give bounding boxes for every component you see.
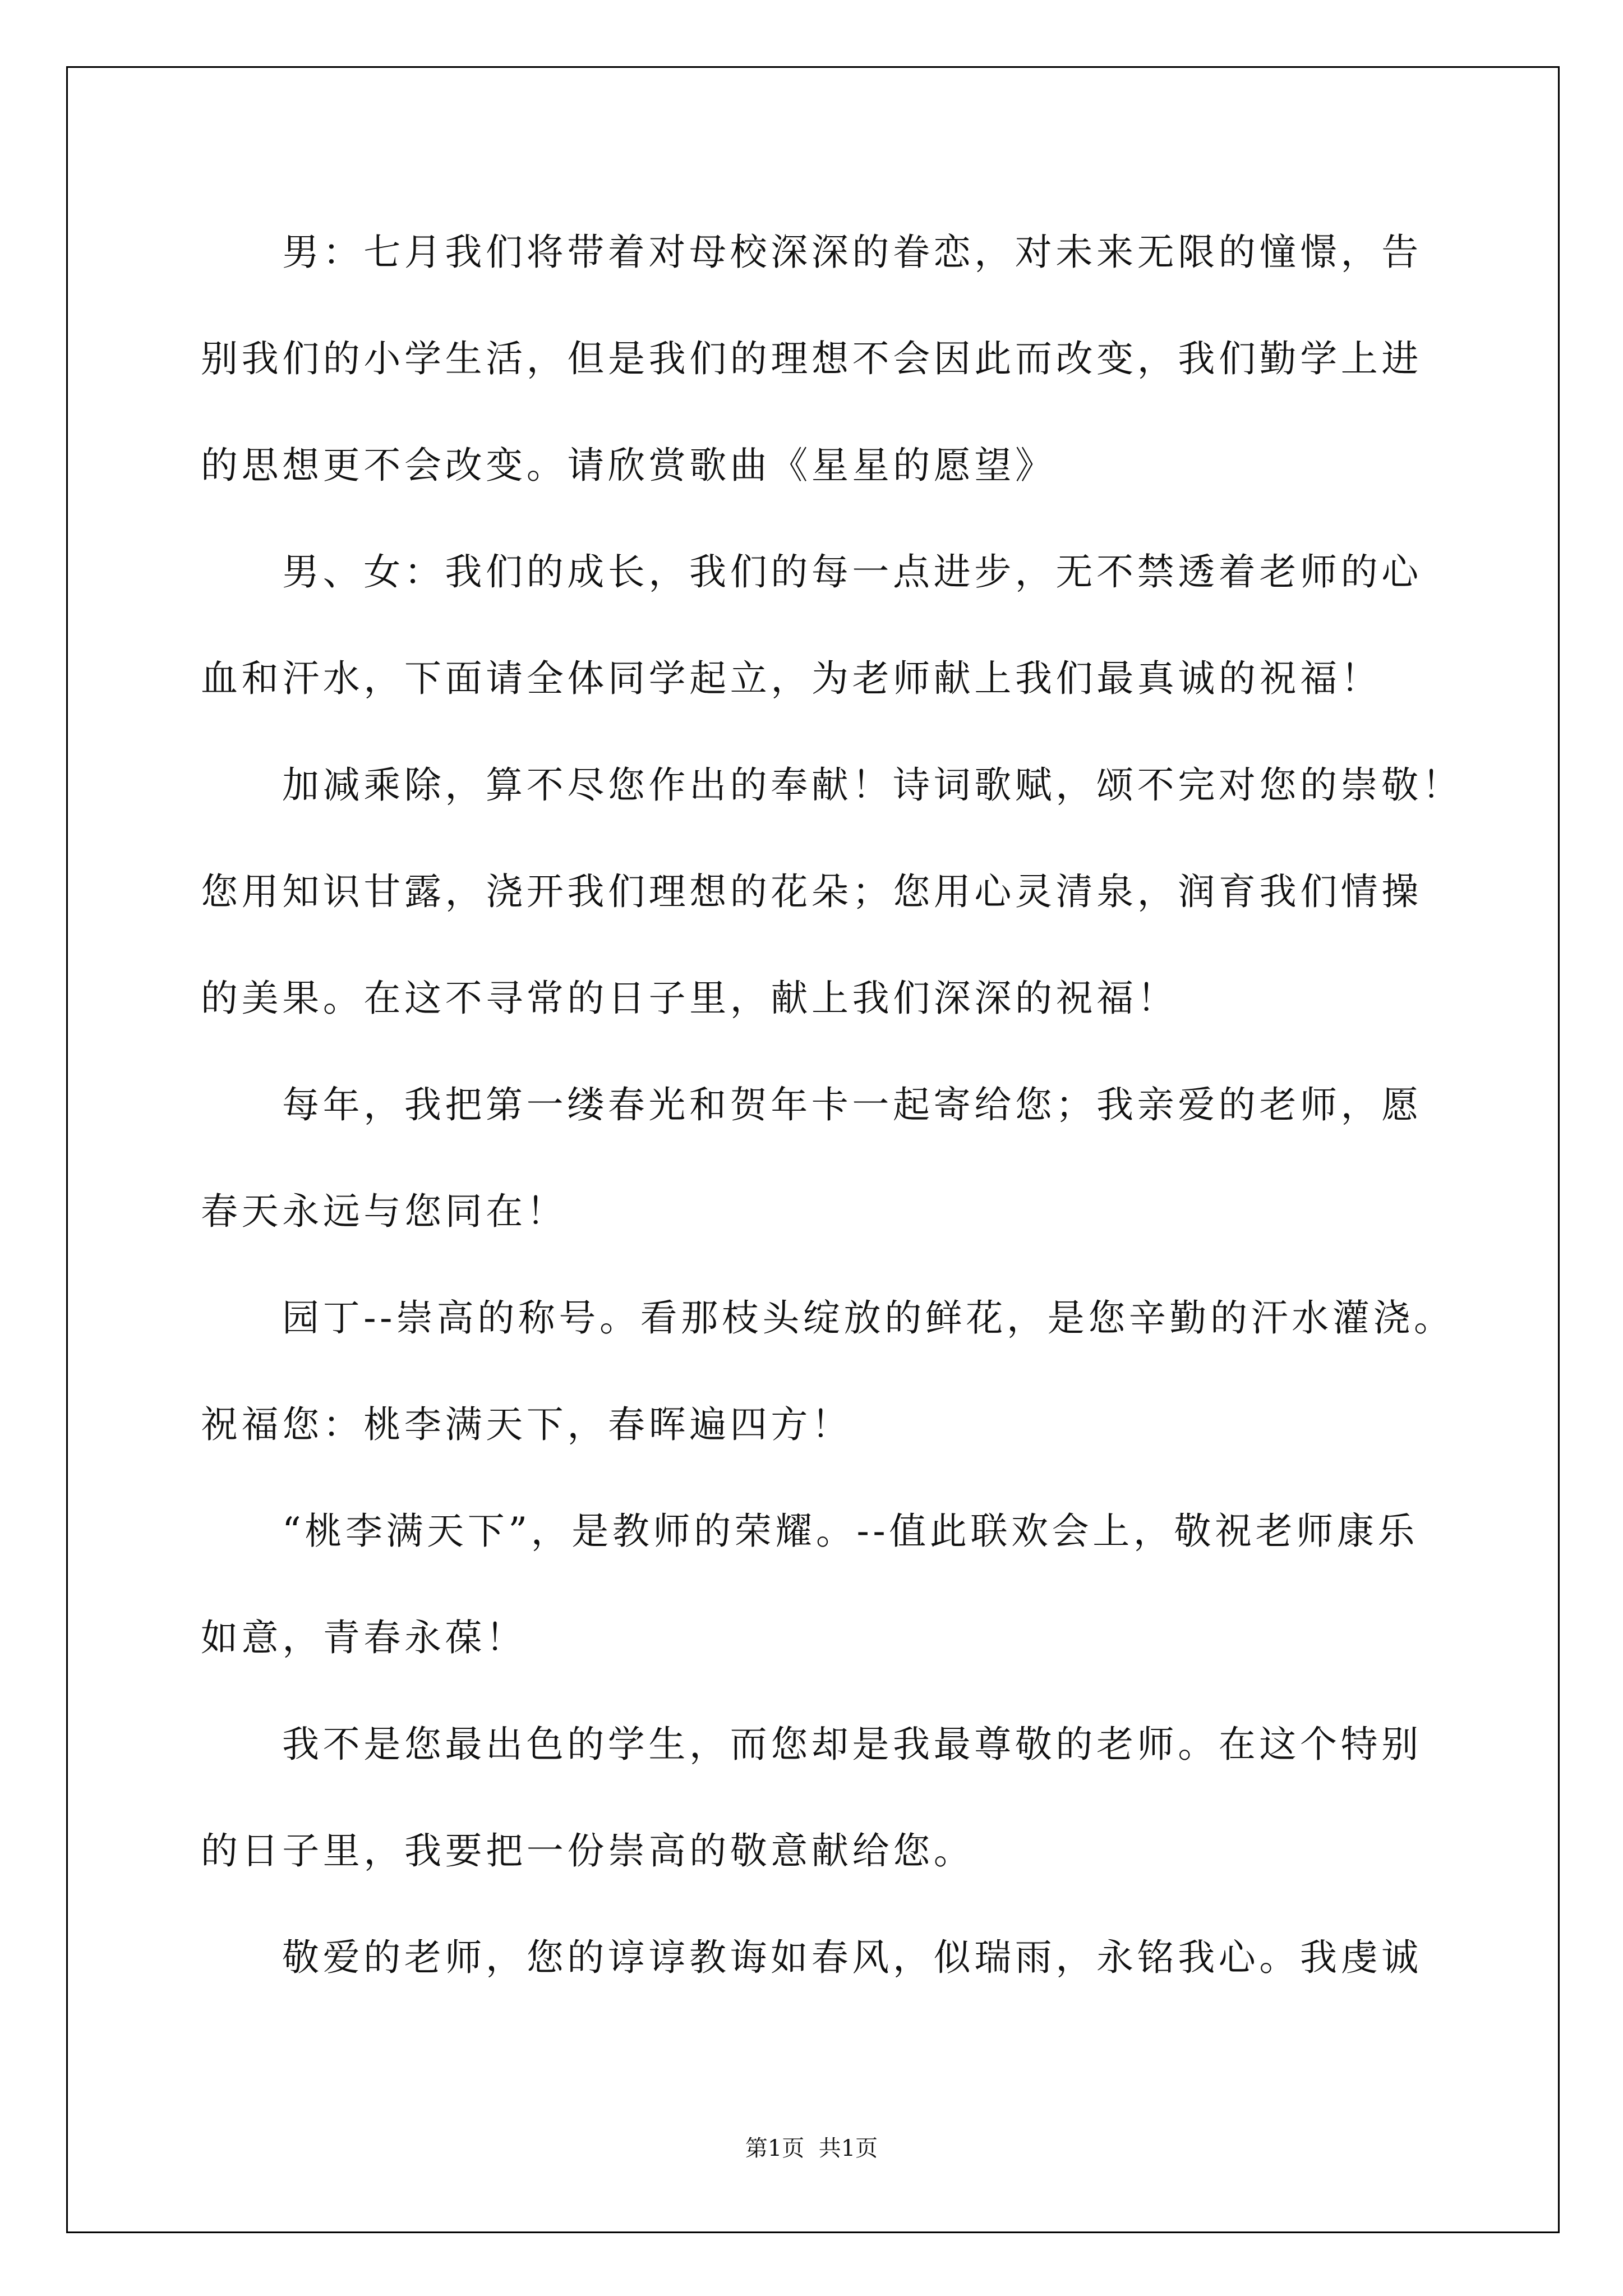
paragraph-line: 每年，我把第一缕春光和贺年卡一起寄给您；我亲爱的老师，愿 [282,1083,1422,1126]
paragraph-line: 您用知识甘露，浇开我们理想的花朵；您用心灵清泉，润育我们情操 [201,870,1422,913]
paragraph-line: 祝福您：桃李满天下，春晖遍四方！ [201,1403,852,1446]
paragraph-line: 我不是您最出色的学生，而您却是我最尊敬的老师。在这个特别 [282,1723,1422,1766]
paragraph-line: 的思想更不会改变。请欣赏歌曲《星星的愿望》 [201,444,1056,487]
paragraph-line: 加减乘除，算不尽您作出的奉献！诗词歌赋，颂不完对您的崇敬！ [282,763,1463,807]
paragraph-line: 血和汗水，下面请全体同学起立，为老师献上我们最真诚的祝福！ [201,657,1382,700]
paragraph-line: “桃李满天下”，是教师的荣耀。--值此联欢会上，敬祝老师康乐 [282,1510,1419,1553]
paragraph-line: 园丁--崇高的称号。看那枝头绽放的鲜花，是您辛勤的汗水灌浇。 [282,1296,1455,1340]
paragraph-line: 男：七月我们将带着对母校深深的眷恋，对未来无限的憧憬，告 [282,231,1422,274]
paragraph [201,1052,1468,1265]
paragraph-line: 的日子里，我要把一份崇高的敬意献给您。 [201,1829,975,1872]
paragraph-line: 的美果。在这不寻常的日子里，献上我们深深的祝福！ [201,977,1178,1020]
paragraph-line: 如意，青春永葆！ [201,1616,527,1659]
paragraph [201,1904,1468,2011]
paragraph-line: 男、女：我们的成长，我们的每一点进步，无不禁透着老师的心 [282,550,1422,593]
document-body [201,199,1468,2011]
paragraph [201,1691,1468,1904]
paragraph [201,519,1468,732]
paragraph [201,1265,1468,1478]
paragraph [201,1478,1468,1691]
paragraph-line: 春天永远与您同在！ [201,1190,568,1233]
paragraph-line: 别我们的小学生活，但是我们的理想不会因此而改变，我们勤学上进 [201,337,1422,380]
paragraph [201,199,1468,519]
paragraph-line: 敬爱的老师，您的谆谆教诲如春风，似瑞雨，永铭我心。我虔诚 [282,1936,1422,1979]
page-number-footer: 第1页 共1页 [745,2136,878,2161]
paragraph [201,732,1468,1052]
